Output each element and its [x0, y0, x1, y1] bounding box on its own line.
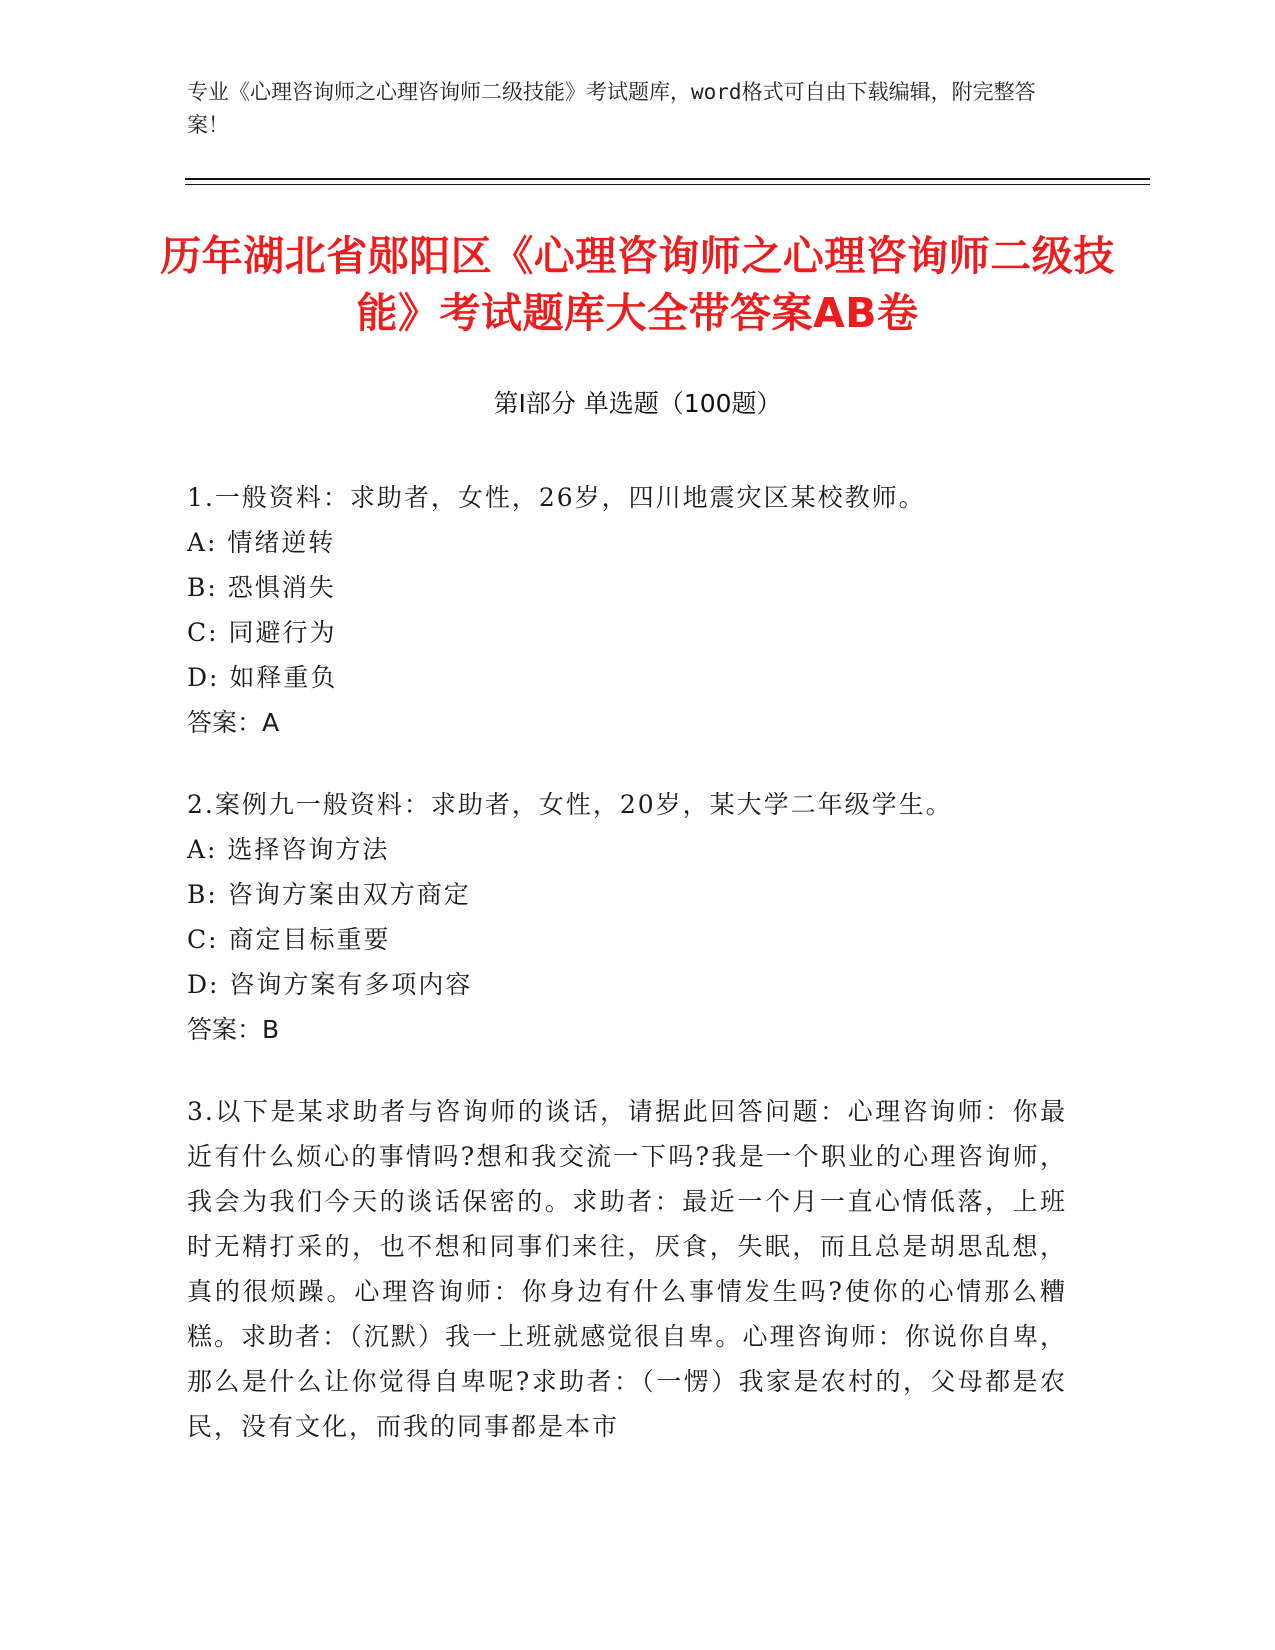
question-text: 1.一般资料：求助者，女性，26岁，四川地震灾区某校教师。	[187, 483, 926, 512]
header-rule-thick	[185, 178, 1150, 180]
question-1	[187, 475, 1067, 745]
section-heading: 第Ⅰ部分 单选题（100题）	[493, 389, 782, 418]
option-c: C: 同避行为	[187, 618, 337, 647]
option-b: B: 咨询方案由双方商定	[187, 880, 471, 909]
header-note: 专业《心理咨询师之心理咨询师二级技能》考试题库，word格式可自由下载编辑，附完整答案！	[187, 80, 1036, 137]
option-d: D: 如释重负	[187, 663, 338, 692]
question-3	[187, 1089, 1067, 1449]
question-text: 2.案例九一般资料：求助者，女性，20岁，某大学二年级学生。	[187, 790, 953, 819]
option-a: A: 情绪逆转	[187, 528, 336, 557]
header-rule-thin	[185, 184, 1150, 185]
option-d: D: 咨询方案有多项内容	[187, 970, 473, 999]
answer: 答案：A	[187, 708, 280, 737]
document-title: 历年湖北省郧阳区《心理咨询师之心理咨询师二级技能》考试题库大全带答案AB卷	[160, 232, 1115, 337]
option-a: A: 选择咨询方法	[187, 835, 390, 864]
question-2	[187, 782, 1067, 1052]
option-c: C: 商定目标重要	[187, 925, 391, 954]
answer: 答案：B	[187, 1015, 280, 1044]
option-b: B: 恐惧消失	[187, 573, 336, 602]
question-list	[187, 475, 1067, 1486]
question-text: 3.以下是某求助者与咨询师的谈话，请据此回答问题：心理咨询师：你最近有什么烦心的事情吗?想和我交流一下吗?我是一个职业的心理咨询师，我会为我们今天的谈话保密的。求助者：最近一个月一直心情低落，上班时无精打采的，也不想和同事们来往，厌食，失眠，而且总是胡思乱想，真的很烦躁。心理咨询师：你身边有什么事情发生吗?使你的心情那么糟糕。求助者：（沉默）我一上班就感觉很自卑。心理咨询师：你说你自卑，那么是什么让你觉得自卑呢?求助者：（一愣）我家是农村的，父母都是农民，没有文化，而我的同事都是本市	[187, 1097, 1067, 1441]
